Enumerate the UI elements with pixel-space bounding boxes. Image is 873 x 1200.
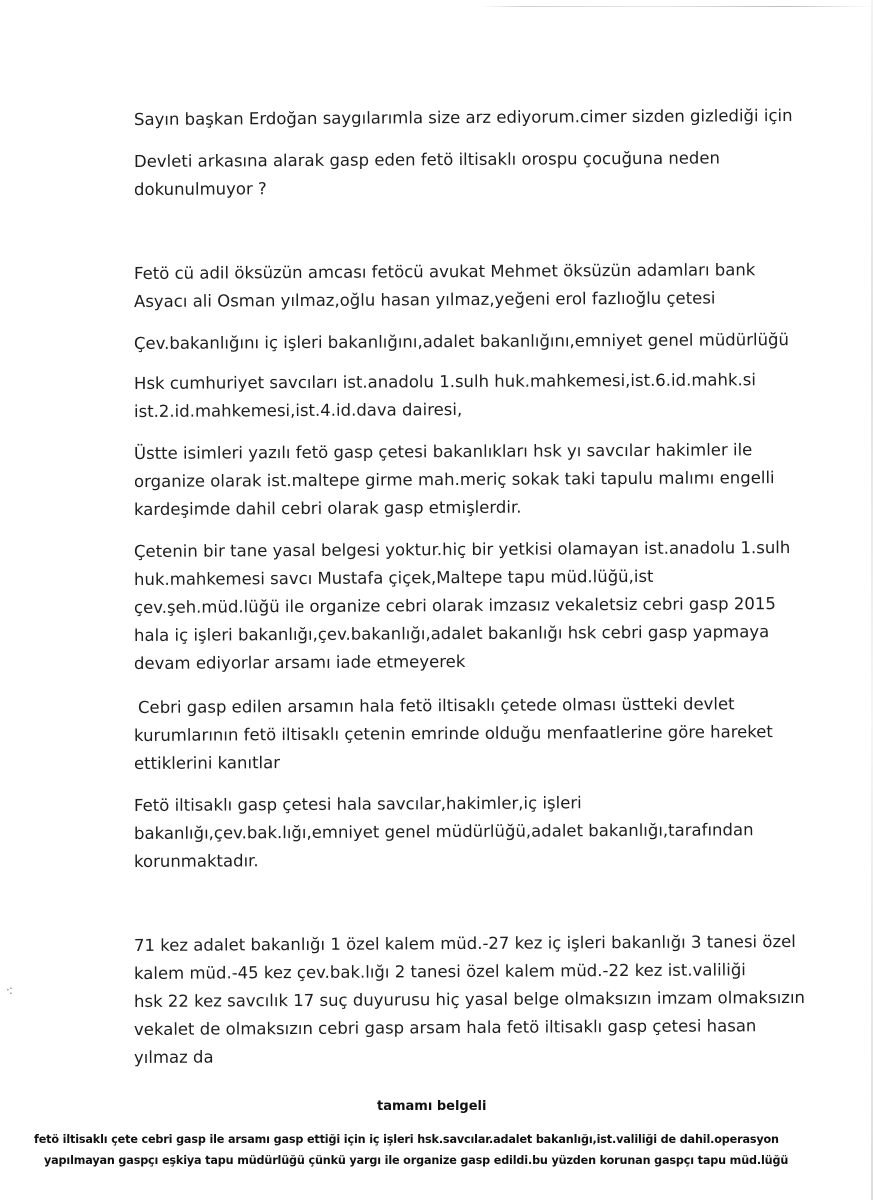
body-line: kardeşimde dahil cebri olarak gasp etmişlerdir. (133, 497, 522, 519)
body-line: yılmaz da (133, 1047, 214, 1067)
body-line: Fetö iltisaklı gasp çetesi hala savcılar,hakimler,iç işleri (133, 793, 582, 815)
body-line: Asyacı ali Osman yılmaz,oğlu hasan yılmaz,yeğeni erol fazlıoğlu çetesi (133, 288, 716, 311)
body-line: korunmaktadır. (133, 851, 259, 871)
body-line: Hsk cumhuriyet savcıları ist.anadolu 1.sulh huk.mahkemesi,ist.6.id.mahk.si (133, 370, 757, 393)
body-line: ettiklerini kanıtlar (133, 753, 281, 773)
body-line: Çev.bakanlığını iç işleri bakanlığını,adalet bakanlığını,emniyet genel müdürlüğü (133, 329, 789, 353)
footer-line: fetö iltisaklı çete cebri gasp ile arsamı gasp ettiği için iç işleri hsk.savcılar.adalet bakanlığı,ist.valiliği de dahil.operasyon (34, 1133, 779, 1146)
footer-line: yapılmayan gaspçı eşkiya tapu müdürlüğü çünkü yargı ile organize gasp edildi.bu yüzden korunan gaspçı tapu müd.lüğü (44, 1154, 789, 1167)
footer-heading: tamamı belgeli (377, 1099, 487, 1114)
body-line: huk.mahkemesi savcı Mustafa çiçek,Maltepe tapu müd.lüğü,ist (133, 566, 654, 589)
body-line: hsk 22 kez savcılık 17 suç duyurusu hiç yasal belge olmaksızın imzam olmaksızın (133, 987, 806, 1011)
body-line: ist.2.id.mahkemesi,ist.4.id.dava dairesi, (133, 399, 463, 421)
body-line: kurumlarının fetö iltisaklı çetenin emrinde olduğu menfaatlerine göre hareket (133, 722, 773, 745)
scan-speck: ·: (6, 983, 12, 997)
body-line: kalem müd.-45 kez çev.bak.lığı 2 tanesi özel kalem müd.-22 kez ist.valiliği (133, 960, 746, 983)
body-line: dokunulmuyor ? (133, 179, 267, 199)
body-line: organize olarak ist.maltepe girme mah.meriç sokak taki tapulu malımı engelli (133, 468, 775, 491)
body-line: Cebri gasp edilen arsamın hala fetö iltisaklı çetede olması üstteki devlet (137, 694, 735, 717)
body-line: Çetenin bir tane yasal belgesi yoktur.hiç bir yetkisi olamayan ist.anadolu 1.sulh (133, 537, 791, 561)
body-line: hala iç işleri bakanlığı,çev.bakanlığı,adalet bakanlığı hsk cebri gasp yapmaya (133, 622, 770, 645)
body-line: Fetö cü adil öksüzün amcası fetöcü avukat Mehmet öksüzün adamları bank (133, 260, 756, 283)
body-line: Devleti arkasına alarak gasp eden fetö iltisaklı orospu çocuğuna neden (133, 148, 721, 171)
scan-artifact-line (0, 6, 873, 7)
body-line: Üstte isimleri yazılı fetö gasp çetesi bakanlıkları hsk yı savcılar hakimler ile (133, 440, 753, 463)
body-line: Sayın başkan Erdoğan saygılarımla size arz ediyorum.cimer sizden gizlediği için (133, 105, 793, 129)
body-line: 71 kez adalet bakanlığı 1 özel kalem müd.-27 kez iç işleri bakanlığı 3 tanesi özel (133, 931, 796, 955)
body-line: bakanlığı,çev.bak.lığı,emniyet genel müdürlüğü,adalet bakanlığı,tarafından (133, 820, 754, 843)
body-line: çev.şeh.müd.lüğü ile organize cebri olarak imzasız vekaletsiz cebri gasp 2015 (133, 594, 776, 617)
body-line: vekalet de olmaksızın cebri gasp arsam hala fetö iltisaklı gasp çetesi hasan (133, 1016, 757, 1039)
body-line: devam ediyorlar arsamı iade etmeyerek (133, 651, 466, 673)
